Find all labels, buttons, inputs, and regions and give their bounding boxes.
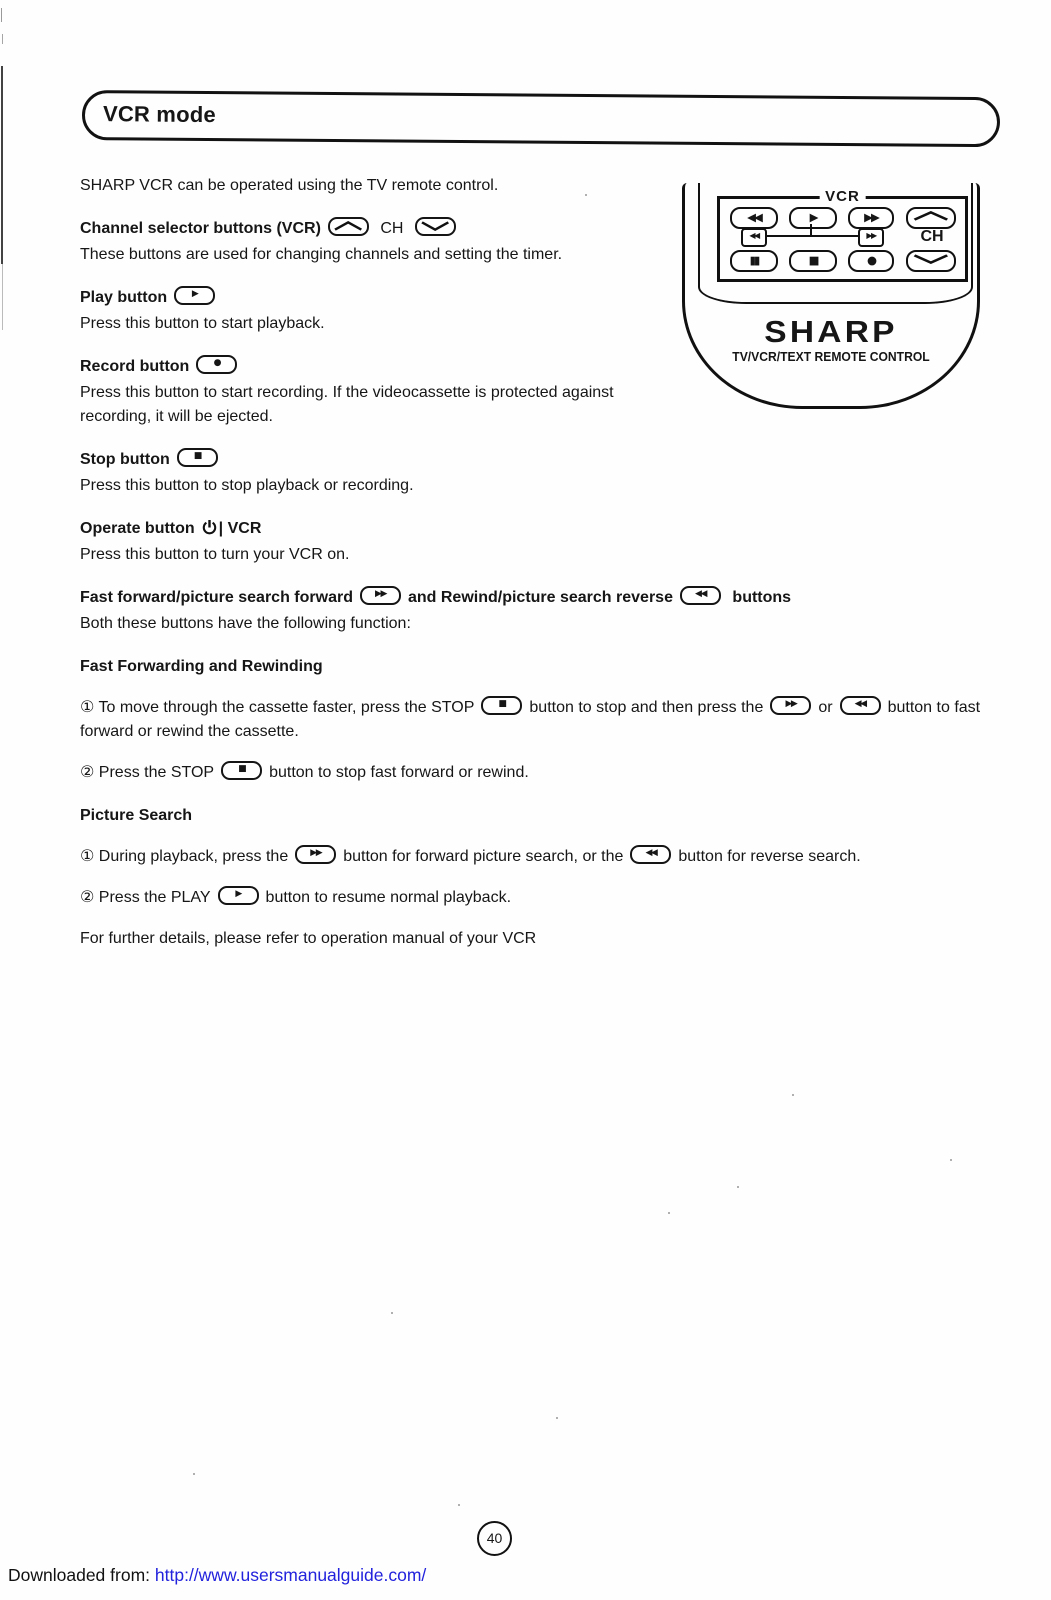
- text-run: ② Press the PLAY: [80, 889, 211, 906]
- page-title: VCR mode: [102, 101, 216, 128]
- text-run: Fast Forwarding and Rewinding: [80, 658, 323, 675]
- play-icon: ▶: [218, 886, 259, 905]
- record-icon: ●: [196, 355, 237, 374]
- paragraph: [80, 886, 1005, 910]
- text-run: button for forward picture search, or the: [343, 848, 624, 865]
- remote-control-diagram: [682, 183, 980, 409]
- paragraph: [80, 243, 680, 267]
- rewind-icon: ◀◀: [680, 586, 721, 605]
- text-run: button for reverse search.: [678, 848, 861, 865]
- scan-artifact: [2, 264, 3, 330]
- channel-down-icon: [415, 217, 456, 236]
- stop-icon: ■: [177, 448, 218, 467]
- text-run: Fast forward/picture search forward: [80, 589, 353, 606]
- section-heading: [80, 217, 680, 241]
- text-run: Press this button to stop playback or recording.: [80, 477, 414, 494]
- rewind-button-icon: ◀◀: [730, 207, 778, 229]
- scan-speck: [391, 1312, 393, 1314]
- title-banner: [82, 90, 1000, 147]
- stop-icon: ■: [221, 761, 262, 780]
- text-run: ① During playback, press the: [80, 848, 289, 865]
- section-heading: [80, 517, 680, 541]
- text-run: Press this button to turn your VCR on.: [80, 546, 350, 563]
- text-run: ② Press the STOP: [80, 764, 215, 781]
- footer: [8, 1565, 426, 1586]
- text-run: Both these buttons have the following function:: [80, 615, 411, 632]
- paragraph: [80, 474, 680, 498]
- scan-speck: [458, 1504, 460, 1506]
- text-run: Press this button to start playback.: [80, 315, 325, 332]
- stop-button-icon: ■: [789, 250, 837, 272]
- text-run: Channel selector buttons (VCR): [80, 220, 321, 237]
- text-run: Record button: [80, 358, 190, 375]
- connector-line: [752, 235, 873, 237]
- brand-logo: SHARP: [764, 314, 898, 349]
- paragraph: [80, 927, 1005, 951]
- remote-caption: TV/VCR/TEXT REMOTE CONTROL: [732, 350, 930, 364]
- paragraph: [80, 312, 680, 336]
- fast-forward-icon: ▶▶: [360, 586, 401, 605]
- section-heading: [80, 804, 1005, 828]
- picture-search-reverse-icon: ◀◀: [741, 228, 767, 247]
- text-run: or: [818, 699, 833, 716]
- text-run: Play button: [80, 289, 168, 306]
- section-heading: [80, 586, 1005, 610]
- rewind-icon: ◀◀: [840, 696, 881, 715]
- text-run: and Rewind/picture search reverse: [407, 589, 673, 606]
- text-run: button to stop and then press the: [529, 699, 764, 716]
- paragraph: [80, 696, 1005, 744]
- scan-artifact: [2, 34, 3, 44]
- picture-search-forward-icon: ▶▶: [858, 228, 884, 247]
- text-run: Operate button: [80, 520, 195, 537]
- rewind-icon: ◀◀: [630, 845, 671, 864]
- vcr-button-panel: [717, 188, 968, 282]
- text-run: Press this button to start recording. If the videocassette is protected against recording, it will be ejected.: [80, 384, 614, 425]
- fast-forward-icon: ▶▶: [770, 696, 811, 715]
- vcr-panel-label: VCR: [819, 188, 866, 205]
- pause-button-icon: ▮▮: [730, 250, 778, 272]
- text-run: button to fast forward or rewind the cassette.: [80, 699, 981, 740]
- stop-icon: ■: [481, 696, 522, 715]
- text-run: button to stop fast forward or rewind.: [269, 764, 529, 781]
- text-run: buttons: [727, 589, 792, 606]
- play-button-icon: ▶: [789, 207, 837, 229]
- channel-up-icon: [328, 217, 369, 236]
- paragraph: [80, 381, 680, 429]
- text-run: button to resume normal playback.: [265, 889, 512, 906]
- scan-speck: [556, 1417, 558, 1419]
- page-number-badge: 40: [477, 1521, 512, 1556]
- fast-forward-button-icon: ▶▶: [848, 207, 894, 229]
- scan-artifact: [1, 8, 2, 22]
- fast-forward-icon: ▶▶: [295, 845, 336, 864]
- text-run: Stop button: [80, 451, 170, 468]
- channel-down-button-icon: [906, 250, 956, 272]
- text-run: These buttons are used for changing channels and setting the timer.: [80, 246, 563, 263]
- scan-speck: [792, 1094, 794, 1096]
- footer-link[interactable]: http://www.usersmanualguide.com/: [154, 1565, 427, 1585]
- section-heading: [80, 355, 680, 379]
- scan-speck: [737, 1186, 739, 1188]
- paragraph: [80, 174, 680, 198]
- play-icon: ▶: [174, 286, 215, 305]
- text-run: ① To move through the cassette faster, press the STOP: [80, 699, 475, 716]
- section-heading: [80, 655, 1005, 679]
- paragraph: [80, 761, 1005, 785]
- scan-artifact: [1, 66, 3, 264]
- text-run: For further details, please refer to operation manual of your VCR: [80, 930, 537, 947]
- paragraph: [80, 543, 680, 567]
- section-heading: [80, 286, 680, 310]
- text-run: | VCR: [218, 520, 262, 537]
- scan-speck: [193, 1473, 195, 1475]
- record-button-icon: ●: [848, 250, 894, 272]
- scan-speck: [668, 1212, 670, 1214]
- channel-up-button-icon: [906, 207, 956, 229]
- channel-label: CH: [920, 228, 944, 245]
- text-run: Picture Search: [80, 807, 193, 824]
- section-heading: [80, 448, 680, 472]
- text-run: SHARP VCR can be operated using the TV remote control.: [80, 177, 499, 194]
- text-run: CH: [375, 220, 408, 237]
- paragraph: [80, 612, 1005, 636]
- scan-speck: [950, 1159, 952, 1161]
- power-icon: [202, 519, 217, 536]
- footer-prefix: Downloaded from:: [8, 1565, 155, 1585]
- paragraph: [80, 845, 1005, 869]
